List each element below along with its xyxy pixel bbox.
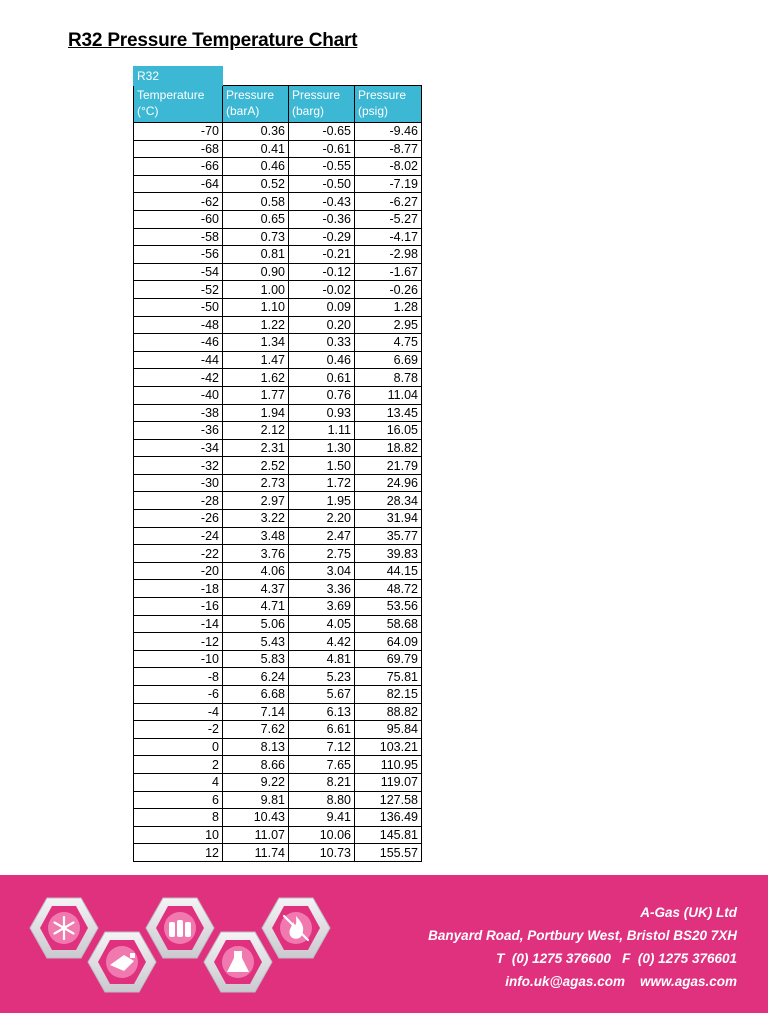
psig-cell: 18.82 xyxy=(355,439,422,457)
psig-cell: 6.69 xyxy=(355,351,422,369)
cylinders-icon xyxy=(146,898,214,958)
psig-cell: 35.77 xyxy=(355,527,422,545)
psig-cell: -8.02 xyxy=(355,158,422,176)
aerosol-spray-icon xyxy=(88,932,156,992)
psig-cell: 11.04 xyxy=(355,386,422,404)
table-row xyxy=(134,140,422,158)
barg-cell: -0.50 xyxy=(289,175,355,193)
temperature-cell: -32 xyxy=(134,457,223,475)
barg-cell: 0.46 xyxy=(289,351,355,369)
psig-cell: -1.67 xyxy=(355,263,422,281)
temperature-cell: -64 xyxy=(134,175,223,193)
bara-cell: 0.52 xyxy=(223,175,289,193)
bara-cell: 1.34 xyxy=(223,334,289,352)
refrigerant-label: R32 xyxy=(134,67,223,86)
table-row xyxy=(134,175,422,193)
psig-cell: 136.49 xyxy=(355,809,422,827)
barg-cell: 8.21 xyxy=(289,773,355,791)
bara-cell: 6.24 xyxy=(223,668,289,686)
psig-cell: 1.28 xyxy=(355,298,422,316)
table-row xyxy=(134,650,422,668)
psig-cell: 53.56 xyxy=(355,598,422,616)
barg-cell: -0.12 xyxy=(289,263,355,281)
table-row xyxy=(134,598,422,616)
psig-cell: 64.09 xyxy=(355,633,422,651)
temperature-cell: -24 xyxy=(134,527,223,545)
pressure-temperature-table xyxy=(133,66,422,862)
table-row xyxy=(134,668,422,686)
temperature-cell: -38 xyxy=(134,404,223,422)
table-row xyxy=(134,123,422,141)
temperature-cell: -14 xyxy=(134,615,223,633)
barg-cell: 6.61 xyxy=(289,721,355,739)
table-row xyxy=(134,457,422,475)
table-row xyxy=(134,422,422,440)
temperature-cell: -58 xyxy=(134,228,223,246)
barg-cell: 1.95 xyxy=(289,492,355,510)
barg-cell: -0.36 xyxy=(289,210,355,228)
bara-cell: 1.77 xyxy=(223,386,289,404)
psig-cell: 16.05 xyxy=(355,422,422,440)
barg-cell: 1.30 xyxy=(289,439,355,457)
table-row xyxy=(134,527,422,545)
barg-cell: 0.09 xyxy=(289,298,355,316)
bara-cell: 10.43 xyxy=(223,809,289,827)
barg-cell: -0.21 xyxy=(289,246,355,264)
temperature-cell: 2 xyxy=(134,756,223,774)
bara-cell: 3.22 xyxy=(223,510,289,528)
temperature-cell: -10 xyxy=(134,650,223,668)
psig-cell: 69.79 xyxy=(355,650,422,668)
table-row xyxy=(134,844,422,862)
table-row xyxy=(134,281,422,299)
table-row xyxy=(134,686,422,704)
psig-cell: 2.95 xyxy=(355,316,422,334)
psig-cell: 145.81 xyxy=(355,826,422,844)
temperature-cell: 12 xyxy=(134,844,223,862)
barg-cell: 2.20 xyxy=(289,510,355,528)
barg-cell: 10.06 xyxy=(289,826,355,844)
temperature-cell: -12 xyxy=(134,633,223,651)
barg-cell: 10.73 xyxy=(289,844,355,862)
psig-cell: -9.46 xyxy=(355,123,422,141)
temperature-cell: -6 xyxy=(134,686,223,704)
bara-cell: 3.48 xyxy=(223,527,289,545)
company-contact-block xyxy=(428,901,737,993)
table-row xyxy=(134,615,422,633)
bara-cell: 6.68 xyxy=(223,686,289,704)
bara-cell: 8.13 xyxy=(223,738,289,756)
barg-cell: -0.65 xyxy=(289,123,355,141)
psig-cell: 31.94 xyxy=(355,510,422,528)
bara-cell: 9.81 xyxy=(223,791,289,809)
table-row xyxy=(134,263,422,281)
table-header-row xyxy=(134,86,422,123)
barg-cell: -0.43 xyxy=(289,193,355,211)
table-row xyxy=(134,386,422,404)
temperature-cell: -28 xyxy=(134,492,223,510)
table-row xyxy=(134,791,422,809)
barg-cell: 1.72 xyxy=(289,474,355,492)
barg-cell: 4.05 xyxy=(289,615,355,633)
bara-cell: 5.06 xyxy=(223,615,289,633)
bara-cell: 4.37 xyxy=(223,580,289,598)
psig-cell: -2.98 xyxy=(355,246,422,264)
company-address: Banyard Road, Portbury West, Bristol BS20 7XH xyxy=(428,928,737,943)
temperature-cell: -20 xyxy=(134,562,223,580)
psig-cell: 13.45 xyxy=(355,404,422,422)
bara-cell: 1.00 xyxy=(223,281,289,299)
table-row xyxy=(134,228,422,246)
bara-cell: 0.46 xyxy=(223,158,289,176)
table-row xyxy=(134,439,422,457)
table-row xyxy=(134,545,422,563)
temperature-cell: -44 xyxy=(134,351,223,369)
table-row xyxy=(134,738,422,756)
table-row xyxy=(134,298,422,316)
psig-cell: 28.34 xyxy=(355,492,422,510)
barg-cell: -0.55 xyxy=(289,158,355,176)
psig-cell: 155.57 xyxy=(355,844,422,862)
fire-icon xyxy=(262,898,330,958)
psig-cell: 103.21 xyxy=(355,738,422,756)
bara-cell: 1.62 xyxy=(223,369,289,387)
table-row xyxy=(134,369,422,387)
psig-cell: 127.58 xyxy=(355,791,422,809)
temperature-cell: -54 xyxy=(134,263,223,281)
temperature-cell: -50 xyxy=(134,298,223,316)
barg-cell: 2.47 xyxy=(289,527,355,545)
table-row xyxy=(134,773,422,791)
barg-cell: 0.61 xyxy=(289,369,355,387)
barg-cell: 3.36 xyxy=(289,580,355,598)
table-row xyxy=(134,210,422,228)
barg-cell: 4.81 xyxy=(289,650,355,668)
company-phone-fax: T (0) 1275 376600 F (0) 1275 376601 xyxy=(496,951,737,966)
temperature-cell: -8 xyxy=(134,668,223,686)
table-row xyxy=(134,510,422,528)
bara-cell: 3.76 xyxy=(223,545,289,563)
bara-cell: 2.12 xyxy=(223,422,289,440)
bara-cell: 4.06 xyxy=(223,562,289,580)
barg-cell: 1.50 xyxy=(289,457,355,475)
temperature-cell: -60 xyxy=(134,210,223,228)
table-row xyxy=(134,703,422,721)
bara-cell: 11.74 xyxy=(223,844,289,862)
temperature-cell: -52 xyxy=(134,281,223,299)
bara-cell: 5.83 xyxy=(223,650,289,668)
temperature-cell: -70 xyxy=(134,123,223,141)
psig-cell: 95.84 xyxy=(355,721,422,739)
table-row xyxy=(134,721,422,739)
bara-cell: 7.62 xyxy=(223,721,289,739)
psig-cell: 21.79 xyxy=(355,457,422,475)
bara-cell: 0.36 xyxy=(223,123,289,141)
bara-cell: 2.31 xyxy=(223,439,289,457)
bara-cell: 11.07 xyxy=(223,826,289,844)
bara-cell: 2.52 xyxy=(223,457,289,475)
barg-cell: 0.93 xyxy=(289,404,355,422)
temperature-cell: -18 xyxy=(134,580,223,598)
barg-cell: 7.65 xyxy=(289,756,355,774)
temperature-cell: -2 xyxy=(134,721,223,739)
table-row xyxy=(134,404,422,422)
temperature-cell: -40 xyxy=(134,386,223,404)
temperature-cell: 0 xyxy=(134,738,223,756)
barg-cell: -0.02 xyxy=(289,281,355,299)
temperature-cell: -56 xyxy=(134,246,223,264)
bara-cell: 7.14 xyxy=(223,703,289,721)
psig-cell: 82.15 xyxy=(355,686,422,704)
bara-cell: 1.10 xyxy=(223,298,289,316)
barg-cell: 2.75 xyxy=(289,545,355,563)
barg-cell: 9.41 xyxy=(289,809,355,827)
barg-cell: 0.76 xyxy=(289,386,355,404)
temperature-cell: -42 xyxy=(134,369,223,387)
temperature-cell: 8 xyxy=(134,809,223,827)
table-body xyxy=(134,123,422,862)
barg-cell: 3.69 xyxy=(289,598,355,616)
table-row xyxy=(134,826,422,844)
table-row xyxy=(134,334,422,352)
lab-flask-icon xyxy=(204,932,272,992)
psig-cell: -5.27 xyxy=(355,210,422,228)
hexagon-icon-strip xyxy=(0,875,420,1013)
psig-cell: 48.72 xyxy=(355,580,422,598)
bara-cell: 0.81 xyxy=(223,246,289,264)
psig-cell: 58.68 xyxy=(355,615,422,633)
company-name: A-Gas (UK) Ltd xyxy=(640,905,737,920)
column-header-barg: Pressure (barg) xyxy=(289,86,355,123)
table-row xyxy=(134,193,422,211)
barg-cell: -0.61 xyxy=(289,140,355,158)
psig-cell: -6.27 xyxy=(355,193,422,211)
table-row xyxy=(134,562,422,580)
table-row xyxy=(134,492,422,510)
psig-cell: 110.95 xyxy=(355,756,422,774)
table-row xyxy=(134,633,422,651)
temperature-cell: 10 xyxy=(134,826,223,844)
barg-cell: 5.23 xyxy=(289,668,355,686)
barg-cell: 5.67 xyxy=(289,686,355,704)
psig-cell: -7.19 xyxy=(355,175,422,193)
barg-cell: 0.33 xyxy=(289,334,355,352)
barg-cell: -0.29 xyxy=(289,228,355,246)
temperature-cell: -26 xyxy=(134,510,223,528)
column-header-temperature: Temperature (°C) xyxy=(134,86,223,123)
temperature-cell: -46 xyxy=(134,334,223,352)
temperature-cell: -68 xyxy=(134,140,223,158)
bara-cell: 1.94 xyxy=(223,404,289,422)
temperature-cell: 6 xyxy=(134,791,223,809)
table-row xyxy=(134,809,422,827)
table-row xyxy=(134,158,422,176)
table-row xyxy=(134,316,422,334)
bara-cell: 0.90 xyxy=(223,263,289,281)
barg-cell: 7.12 xyxy=(289,738,355,756)
barg-cell: 3.04 xyxy=(289,562,355,580)
table-row xyxy=(134,351,422,369)
temperature-cell: -22 xyxy=(134,545,223,563)
psig-cell: 44.15 xyxy=(355,562,422,580)
barg-cell: 8.80 xyxy=(289,791,355,809)
psig-cell: 39.83 xyxy=(355,545,422,563)
psig-cell: 8.78 xyxy=(355,369,422,387)
temperature-cell: -34 xyxy=(134,439,223,457)
bara-cell: 5.43 xyxy=(223,633,289,651)
bara-cell: 4.71 xyxy=(223,598,289,616)
temperature-cell: -66 xyxy=(134,158,223,176)
snowflake-icon xyxy=(30,898,98,958)
company-email-web: info.uk@agas.com www.agas.com xyxy=(505,974,737,989)
bara-cell: 9.22 xyxy=(223,773,289,791)
bara-cell: 1.22 xyxy=(223,316,289,334)
table-row xyxy=(134,756,422,774)
bara-cell: 1.47 xyxy=(223,351,289,369)
psig-cell: 88.82 xyxy=(355,703,422,721)
psig-cell: -8.77 xyxy=(355,140,422,158)
temperature-cell: -62 xyxy=(134,193,223,211)
bara-cell: 0.58 xyxy=(223,193,289,211)
bara-cell: 0.73 xyxy=(223,228,289,246)
temperature-cell: -36 xyxy=(134,422,223,440)
psig-cell: 24.96 xyxy=(355,474,422,492)
barg-cell: 4.42 xyxy=(289,633,355,651)
psig-cell: -4.17 xyxy=(355,228,422,246)
bara-cell: 0.65 xyxy=(223,210,289,228)
barg-cell: 6.13 xyxy=(289,703,355,721)
bara-cell: 0.41 xyxy=(223,140,289,158)
table-row xyxy=(134,246,422,264)
psig-cell: 119.07 xyxy=(355,773,422,791)
column-header-psig: Pressure (psig) xyxy=(355,86,422,123)
bara-cell: 2.97 xyxy=(223,492,289,510)
page-title: R32 Pressure Temperature Chart xyxy=(68,30,358,51)
psig-cell: 75.81 xyxy=(355,668,422,686)
temperature-cell: -4 xyxy=(134,703,223,721)
temperature-cell: 4 xyxy=(134,773,223,791)
barg-cell: 0.20 xyxy=(289,316,355,334)
bara-cell: 8.66 xyxy=(223,756,289,774)
table-row xyxy=(134,580,422,598)
barg-cell: 1.11 xyxy=(289,422,355,440)
temperature-cell: -30 xyxy=(134,474,223,492)
footer-band xyxy=(0,875,768,1013)
psig-cell: -0.26 xyxy=(355,281,422,299)
bara-cell: 2.73 xyxy=(223,474,289,492)
table-row xyxy=(134,474,422,492)
temperature-cell: -48 xyxy=(134,316,223,334)
temperature-cell: -16 xyxy=(134,598,223,616)
column-header-bara: Pressure (barA) xyxy=(223,86,289,123)
psig-cell: 4.75 xyxy=(355,334,422,352)
